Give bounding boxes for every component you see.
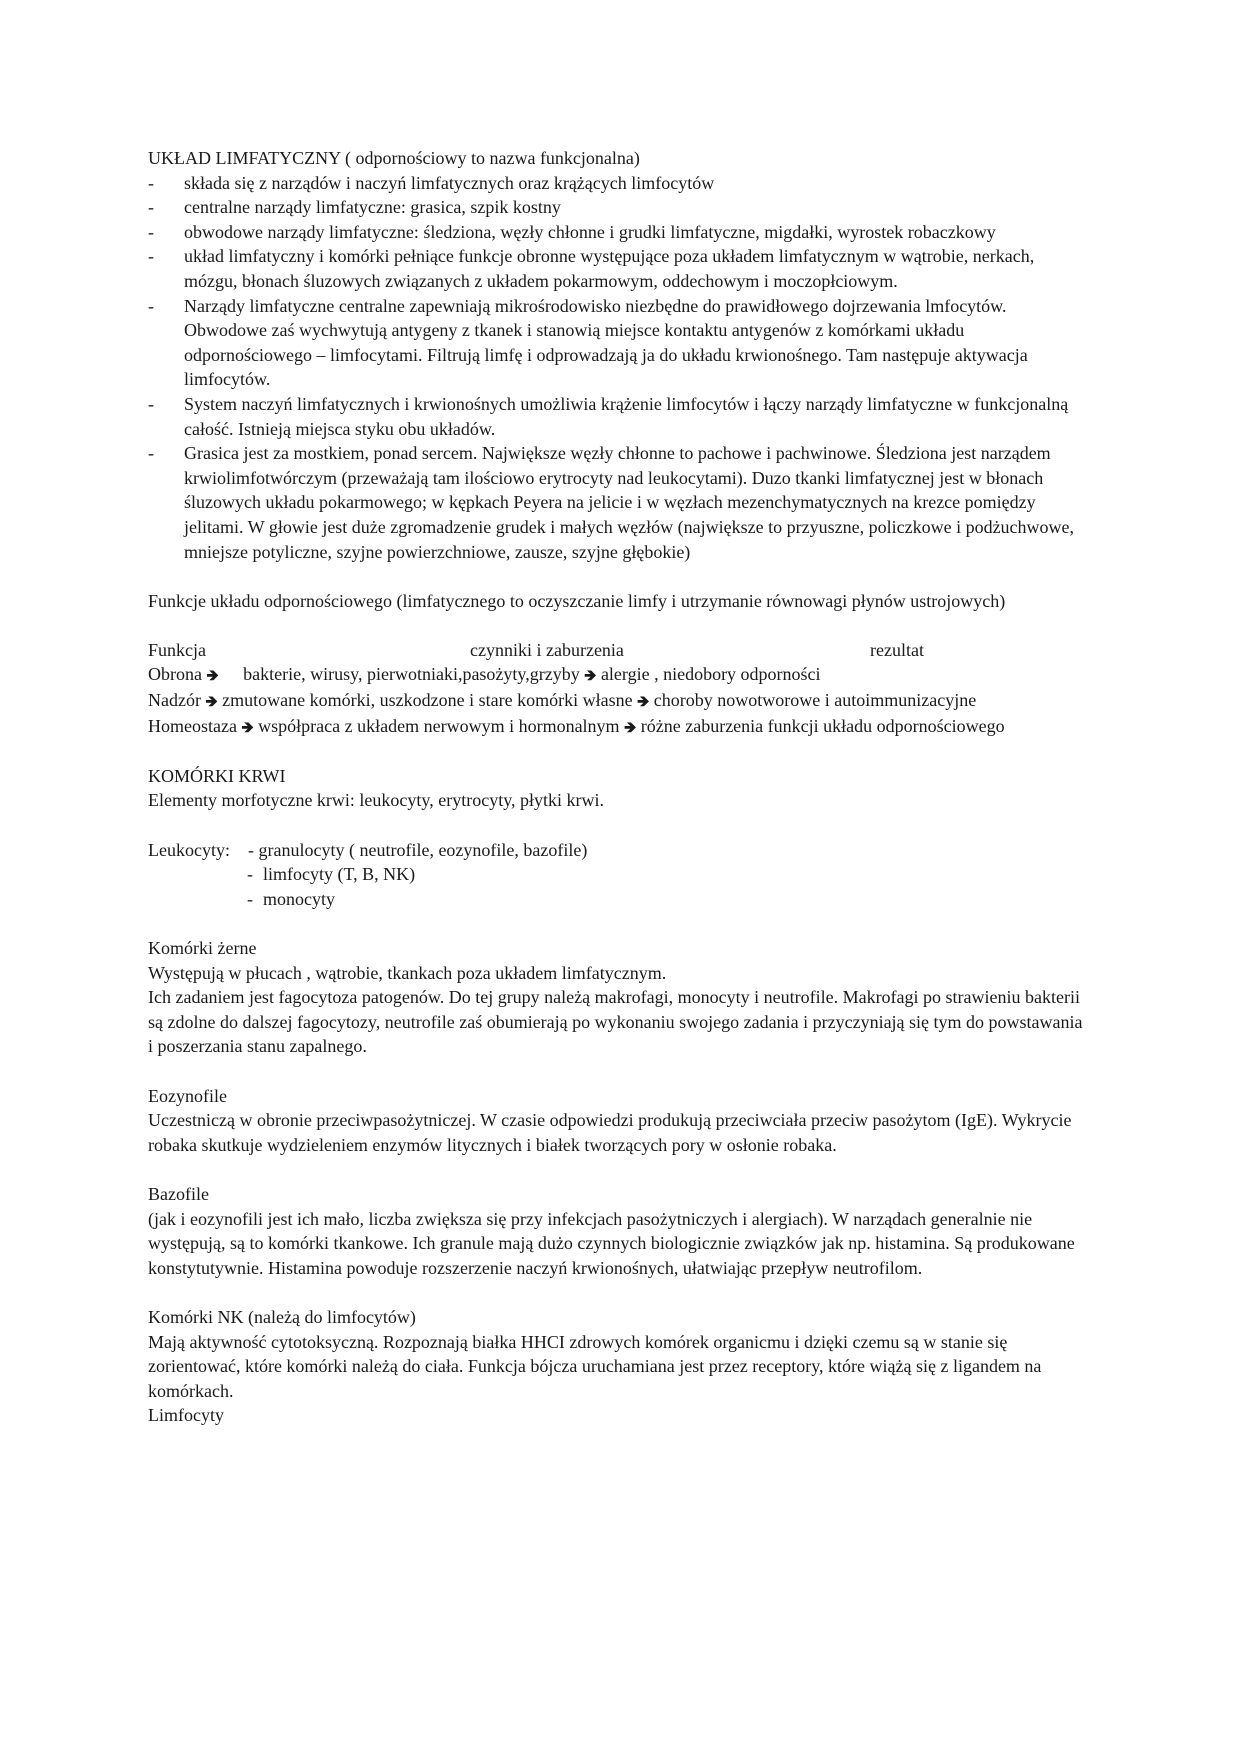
functions-intro: Funkcje układu odpornościowego (limfatycznego to oczyszczanie limfy i utrzymanie równowagi płynów ustrojowych) (148, 590, 1006, 611)
header-rezultat: rezultat (870, 639, 924, 660)
function-row-homeostaza (148, 714, 1088, 740)
list-item: - centralne narządy limfatyczne: grasica, szpik kostny (148, 195, 1088, 220)
leukocyte-item: - monocyty (247, 887, 1088, 912)
blood-elements: Elementy morfotyczne krwi: leukocyty, erytrocyty, płytki krwi. (148, 790, 605, 811)
function-result: choroby nowotworowe i autoimmunizacyjne (653, 690, 977, 711)
arrow-right-icon: 🡺 (637, 692, 650, 711)
leukocyte-item: - limfocyty (T, B, NK) (247, 862, 1088, 887)
list-item: - obwodowe narządy limfatyczne: śledziona, węzły chłonne i grudki limfatyczne, migdałki, wyrostek robaczkowy (148, 220, 1088, 245)
leukocytes-row (148, 838, 1088, 863)
section-title-lymphocytes: Limfocyty (148, 1405, 224, 1426)
phagocytes-line2: Ich zadaniem jest fagocytoza patogenów. Do tej grupy należą makrofagi, monocyty i neutrofile. Makrofagi po strawieniu bakterii są zdolne do dalszej fagocytozy, neutrofile zaś obumierają po wykonaniu swojego zadania i przyczyniają się tym do powstawania i poszerzania stanu zapalnego. (148, 987, 1083, 1057)
function-name: Obrona (148, 664, 202, 685)
header-funkcja: Funkcja (148, 639, 206, 660)
list-item: - składa się z narządów i naczyń limfatycznych oraz krążących limfocytów (148, 171, 1088, 196)
section-title-basophils: Bazofile (148, 1183, 209, 1204)
function-name: Homeostaza (148, 715, 237, 736)
arrow-right-icon: 🡺 (205, 692, 218, 711)
lymphatic-bullet-list (148, 171, 1088, 565)
phagocytes-line1: Występują w płucach , wątrobie, tkankach poza układem limfatycznym. (148, 962, 667, 983)
leukocytes-label: Leukocyty: (148, 839, 230, 860)
list-item: - Narządy limfatyczne centralne zapewniają mikrośrodowisko niezbędne do prawidłowego dojrzewania lmfocytów. Obwodowe zaś wychwytują antygeny z tkanek i stanowią miejsce kontaktu antygenów z komórkami układu odpornościowego – limfocytami. Filtrują limfę i odprowadzają ja do układu krwionośnego. Tam następuje aktywacja limfocytów. (148, 294, 1088, 392)
list-item: - Grasica jest za mostkiem, ponad sercem. Największe węzły chłonne to pachowe i pachwinowe. Śledziona jest narządem krwiolimfotwórczym (przeważają tam ilościowo erytrocyty nad leukocytami). Duzo tkanki limfatycznej jest w błonach śluzowych układu pokarmowego; w kępkach Peyera na jelicie i w węzłach mezenchymatycznych na krezce pomiędzy jelitami. W głowie jest duże zgromadzenie grudek i małych węzłów (największe to przyuszne, policzkowe i podżuchwowe, mniejsze potyliczne, szyjne powierzchniowe, zausze, szyjne głębokie) (148, 441, 1088, 564)
arrow-right-icon: 🡺 (584, 666, 597, 685)
function-factor: zmutowane komórki, uszkodzone i stare komórki własne (222, 690, 633, 711)
section-title-blood: KOMÓRKI KRWI (148, 765, 286, 786)
function-factor: współpraca z układem nerwowym i hormonalnym (258, 715, 620, 736)
section-title-nk: Komórki NK (należą do limfocytów) (148, 1306, 416, 1327)
function-result: alergie , niedobory odporności (600, 664, 821, 685)
basophils-text: (jak i eozynofili jest ich mało, liczba zwiększa się przy infekcjach pasożytniczych i alergiach). W narządach generalnie nie występują, są to komórki tkankowe. Ich granule mają dużo czynnych biologicznie związków jak np. histamina. Są produkowane konstytutywnie. Histamina powoduje rozszerzenie naczyń krwionośnych, ułatwiając przepływ neutrofilom. (148, 1208, 1075, 1278)
function-row-obrona (148, 662, 1088, 688)
nk-text: Mają aktywność cytotoksyczną. Rozpoznają białka HHCI zdrowych komórek organicmu i dzięki czemu są w stanie się zorientować, które komórki należą do ciała. Funkcja bójcza uruchamiana jest przez receptory, które wiążą się z ligandem na komórkach. (148, 1331, 1042, 1401)
function-row-nadzor (148, 688, 1088, 714)
function-result: różne zaburzenia funkcji układu odpornościowego (640, 715, 1005, 736)
section-title-lymphatic: UKŁAD LIMFATYCZNY ( odpornościowy to nazwa funkcjonalna) (148, 148, 640, 168)
section-title-phagocytes: Komórki żerne (148, 938, 257, 958)
eosinophils-text: Uczestniczą w obronie przeciwpasożytniczej. W czasie odpowiedzi produkują przeciwciała przeciw pasożytom (IgE). Wykrycie robaka skutkuje wydzieleniem enzymów litycznych i białek tworzących pory w osłonie robaka. (148, 1110, 1072, 1155)
function-factor: bakterie, wirusy, pierwotniaki,pasożyty,grzyby (243, 664, 580, 685)
leukocytes-sublist (148, 862, 1088, 911)
arrow-right-icon: 🡺 (206, 666, 219, 685)
document-page (148, 146, 1088, 1428)
section-title-eosinophils: Eozynofile (148, 1085, 227, 1106)
function-name: Nadzór (148, 690, 201, 711)
functions-header (148, 638, 1088, 663)
arrow-right-icon: 🡺 (241, 717, 254, 736)
header-czynniki: czynniki i zaburzenia (470, 639, 624, 660)
arrow-right-icon: 🡺 (624, 717, 637, 736)
list-item: - System naczyń limfatycznych i krwionośnych umożliwia krążenie limfocytów i łączy narządy limfatyczne w funkcjonalną całość. Istnieją miejsca styku obu układów. (148, 392, 1088, 441)
leukocyte-item: - granulocyty ( neutrofile, eozynofile, bazofile) (248, 839, 588, 860)
list-item: - układ limfatyczny i komórki pełniące funkcje obronne występujące poza układem limfatycznym w wątrobie, nerkach, mózgu, błonach śluzowych związanych z układem pokarmowym, oddechowym i moczopłciowym. (148, 244, 1088, 293)
